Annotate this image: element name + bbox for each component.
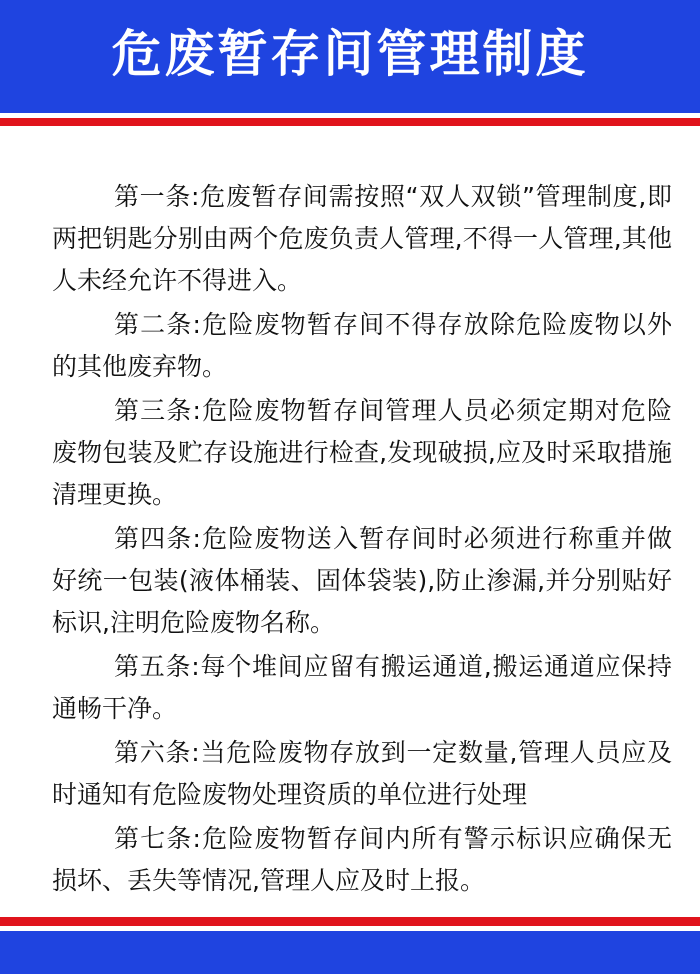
footer-band (0, 931, 700, 974)
article-1: 第一条:危废暂存间需按照“双人双锁”管理制度,即两把钥匙分别由两个危废负责人管理,不得一人管理,其他人未经允许不得进入。 (52, 182, 672, 295)
article-6: 第六条:当危险废物存放到一定数量,管理人员应及时通知有危险废物处理资质的单位进行处理 (52, 738, 672, 809)
article-2: 第二条:危险废物暂存间不得存放除危险废物以外的其他废弃物。 (52, 310, 672, 381)
header-divider-red (0, 118, 700, 126)
article-4: 第四条:危险废物送入暂存间时必须进行称重并做好统一包装(液体桶装、固体袋装),防止渗漏,并分别贴好标识,注明危险废物名称。 (52, 524, 672, 637)
article-3: 第三条:危险废物暂存间管理人员必须定期对危险废物包装及贮存设施进行检查,发现破损,应及时采取措施清理更换。 (52, 396, 672, 509)
footer-divider-red (0, 917, 700, 926)
regulation-body (52, 176, 672, 904)
article-5: 第五条:每个堆间应留有搬运通道,搬运通道应保持通畅干净。 (52, 652, 672, 723)
page-title: 危废暂存间管理制度 (111, 25, 589, 83)
article-7: 第七条:危险废物暂存间内所有警示标识应确保无损坏、丢失等情况,管理人应及时上报。 (52, 824, 672, 895)
